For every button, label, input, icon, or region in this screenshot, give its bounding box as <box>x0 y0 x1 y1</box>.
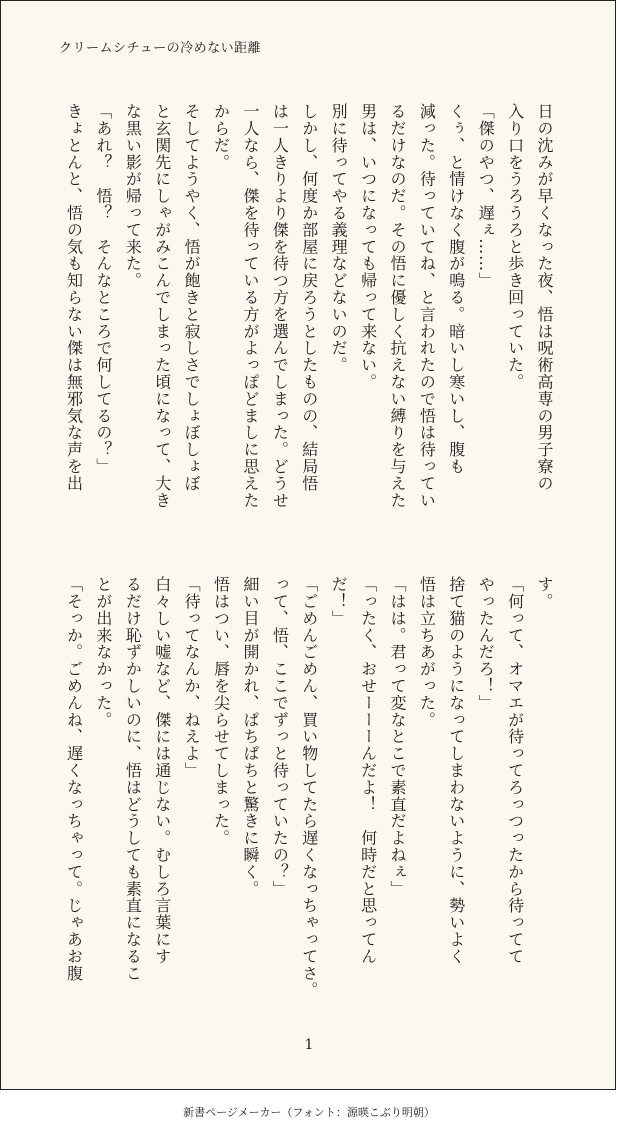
page-number: 1 <box>304 1037 314 1053</box>
footer-caption: 新書ページメーカー（フォント：源暎こぶり明朝） <box>183 1106 435 1119</box>
page-title: クリームシチューの冷めない距離 <box>59 41 262 56</box>
body-text-bottom: す。 「何って、オマエが待ってろっつったから待ってて やったんだろ！」 捨て猫のようになってしまわないように、勢いよく 悟は立ちあがった。 「はは。君って変なとこで素直だよねぇ」 「ったく、おせーーーんだよ！ 何時だと思ってん だ！」 「ごめんごめん、買い物してたら遅くなっちゃってさ。 って、悟、ここでずっと待っていたの？」 細い目が開かれ、ぱちぱちと驚きに瞬く。 悟はつい、唇を尖らせてしまった。 「待ってなんか、ねえよ」 白々しい嘘など、傑には通じない。むしろ言葉にす るだけ恥ずかしいのに、悟はどうしても素直になるこ とが出来なかった。 「そっか。ごめんね、遅くなっちゃって。じゃあお腹 <box>64 576 554 999</box>
body-text-top: 日の沈みが早くなった夜、悟は呪術高専の男子寮の 入り口をうろうろと歩き回っていた。 「傑のやつ、遅ぇ……」 くぅ、と情けなく腹が鳴る。暗いし寒いし、腹も 減った。待っていてね、と言われたので悟は待ってい るだけなのだ。その悟に優しく抗えない縛りを与えた 男は、いつになっても帰って来ない。 別に待ってやる義理などないのだ。 しかし、何度か部屋に戻ろうとしたものの、結局悟 は一人きりより傑を待つ方を選んでしまった。どうせ 一人なら、傑を待っている方がよっぽどましに思えた からだ。 そしてようやく、悟が飽きと寂しさでしょぼしょぼ と玄関先にしゃがみこんでしまった頃になって、大き な黒い影が帰って来た。 「あれ？ 悟？ そんなところで何してるの？」 きょとんと、悟の気も知らない傑は無邪気な声を出 <box>64 103 554 509</box>
